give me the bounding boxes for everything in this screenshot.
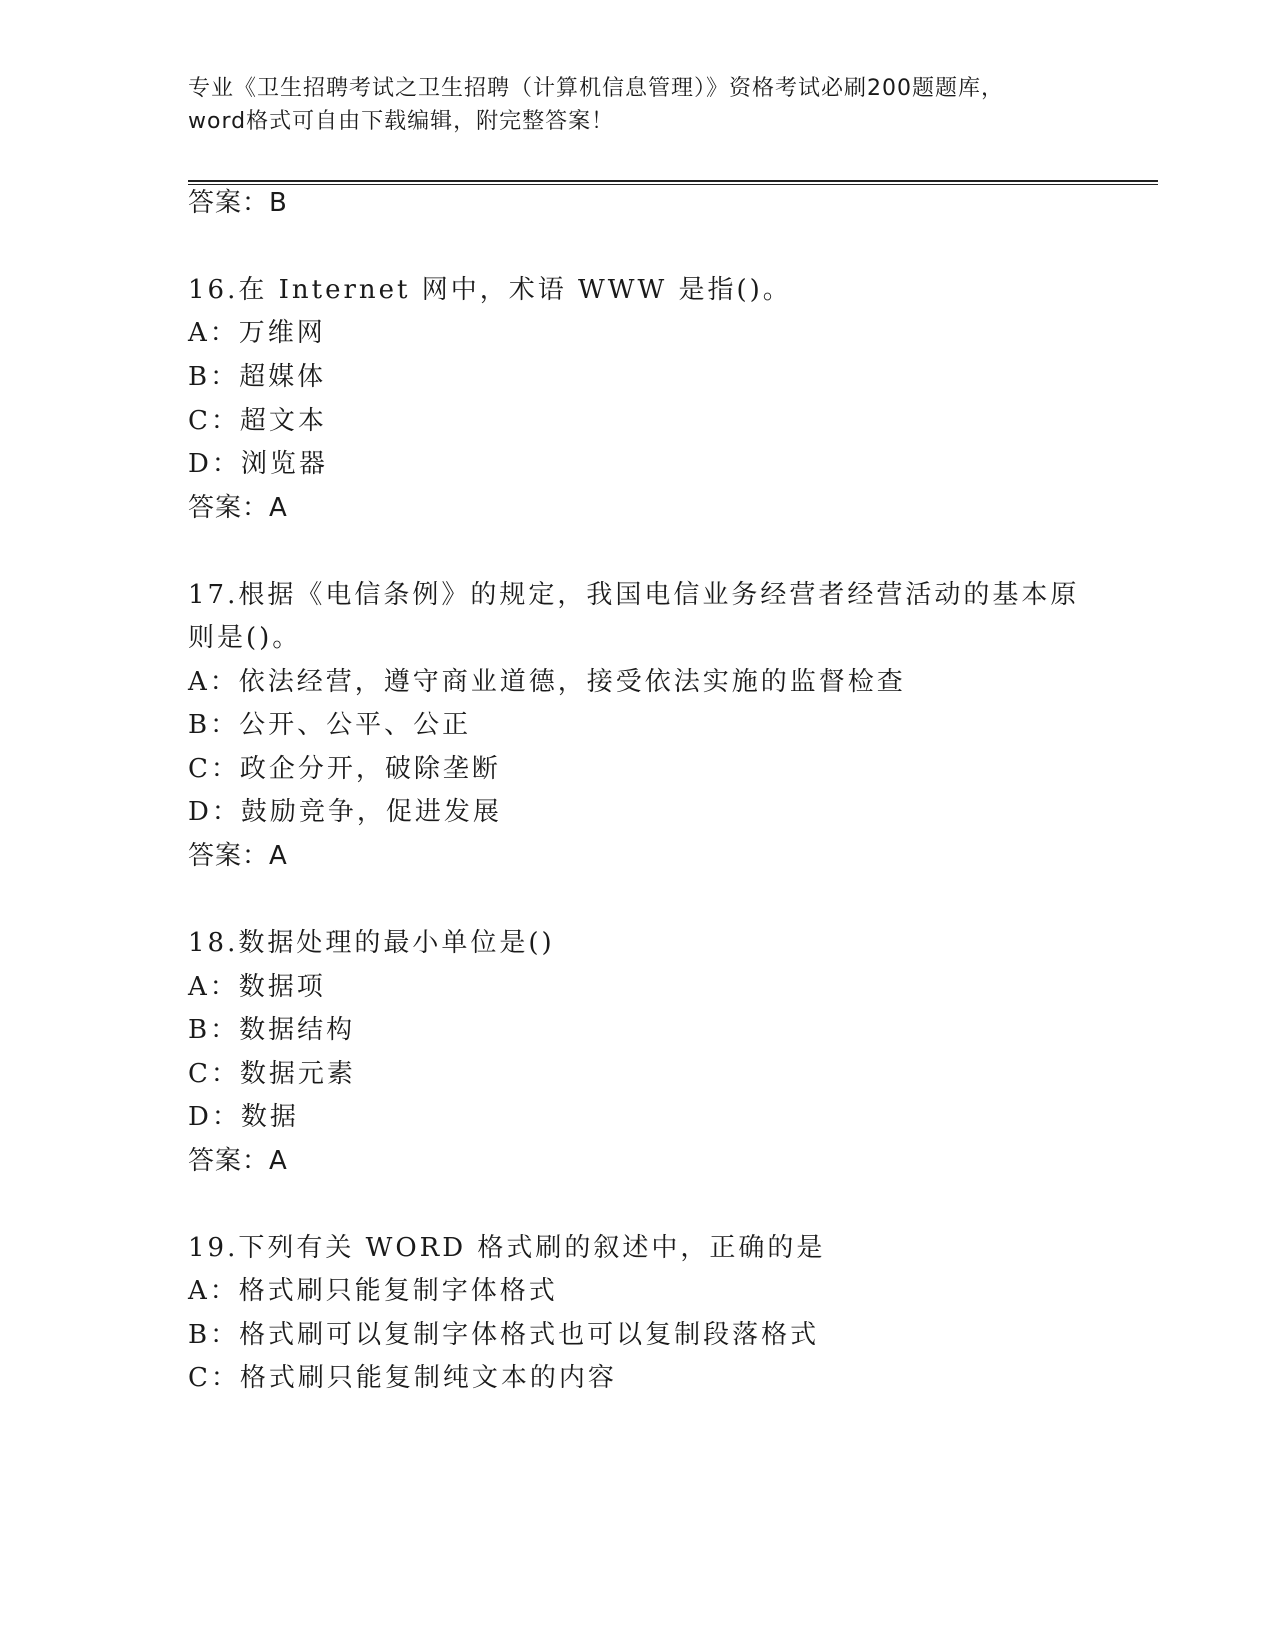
document-header [188,72,1088,138]
question-stem: 17.根据《电信条例》的规定，我国电信业务经营者经营活动的基本原 [188,580,1080,610]
option-b: B：超媒体 [188,362,327,392]
header-rule-thick [188,180,1158,182]
option-a: A：依法经营，遵守商业道德，接受依法实施的监督检查 [188,667,906,697]
option-a: A：格式刷只能复制字体格式 [188,1276,558,1306]
option-d: D：鼓励竞争，促进发展 [188,797,502,827]
option-b: B：公开、公平、公正 [188,710,472,740]
header-line-1: 专业《卫生招聘考试之卫生招聘（计算机信息管理）》资格考试必刷200题题库， [188,76,1004,101]
option-c: C：格式刷只能复制纯文本的内容 [188,1363,617,1393]
header-rule-thin [188,184,1158,185]
question-stem-continued: 则是()。 [188,623,302,653]
option-a: A：万维网 [188,318,326,348]
option-c: C：数据元素 [188,1059,356,1089]
option-c: C：政企分开，破除垄断 [188,754,501,784]
option-d: D：数据 [188,1102,299,1132]
answer-line: 答案：B [188,188,288,218]
answer-line: 答案：A [188,1146,288,1176]
question-stem: 16.在 Internet 网中，术语 WWW 是指()。 [188,275,792,305]
answer-line: 答案：A [188,841,288,871]
option-b: B：格式刷可以复制字体格式也可以复制段落格式 [188,1320,820,1350]
question-stem: 19.下列有关 WORD 格式刷的叙述中，正确的是 [188,1233,826,1263]
option-d: D：浏览器 [188,449,328,479]
option-c: C：超文本 [188,406,327,436]
option-b: B：数据结构 [188,1015,356,1045]
header-line-2: word格式可自由下载编辑，附完整答案！ [188,109,615,134]
option-a: A：数据项 [188,972,326,1002]
answer-line: 答案：A [188,493,288,523]
question-stem: 18.数据处理的最小单位是() [188,928,555,958]
